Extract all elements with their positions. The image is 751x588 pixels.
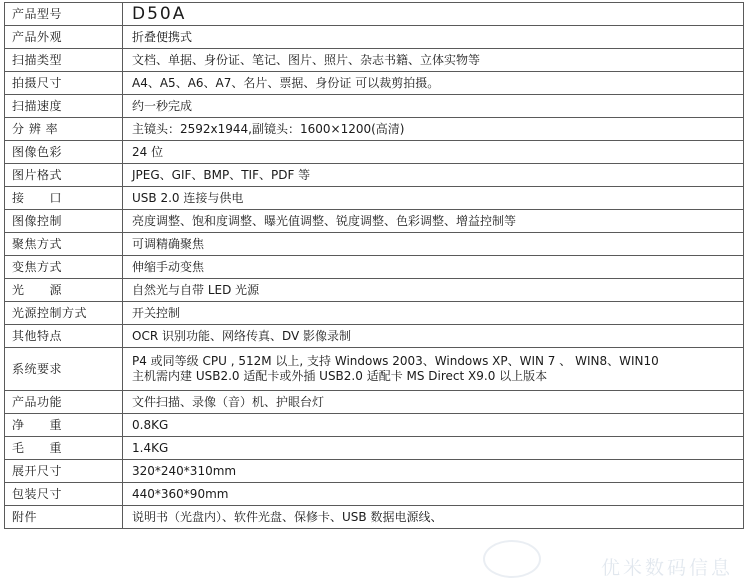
row-label-accessories: 附件 (5, 506, 123, 529)
row-value-system-requirements (123, 348, 744, 391)
row-label-scan-speed: 扫描速度 (5, 95, 123, 118)
row-value-scan-speed: 约一秒完成 (123, 95, 744, 118)
table-row (5, 164, 744, 187)
table-row (5, 187, 744, 210)
row-value-image-control: 亮度调整、饱和度调整、曝光值调整、锐度调整、色彩调整、增益控制等 (123, 210, 744, 233)
table-row (5, 460, 744, 483)
table-row (5, 279, 744, 302)
row-label-package-size: 包装尺寸 (5, 483, 123, 506)
row-label-light-source: 光 源 (5, 279, 123, 302)
row-label-product-functions: 产品功能 (5, 391, 123, 414)
spec-table (4, 2, 744, 529)
row-label-focus-mode: 聚焦方式 (5, 233, 123, 256)
row-value-appearance: 折叠便携式 (123, 26, 744, 49)
row-value-product-functions: 文件扫描、录像（音）机、护眼台灯 (123, 391, 744, 414)
table-row (5, 3, 744, 26)
row-label-model: 产品型号 (5, 3, 123, 26)
row-label-net-weight: 净 重 (5, 414, 123, 437)
row-value-color-depth: 24 位 (123, 141, 744, 164)
table-row (5, 483, 744, 506)
row-label-color-depth: 图像色彩 (5, 141, 123, 164)
table-row (5, 141, 744, 164)
table-row (5, 437, 744, 460)
table-row (5, 118, 744, 141)
table-row (5, 348, 744, 391)
row-label-other-features: 其他特点 (5, 325, 123, 348)
row-value-resolution: 主镜头：2592x1944,副镜头：1600×1200(高清) (123, 118, 744, 141)
watermark-text: 优米数码信息 (600, 557, 733, 579)
system-requirements-line-1: P4 或同等级 CPU , 512M 以上, 支持 Windows 2003、Windows XP、WIN 7 、 WIN8、WIN10 (132, 354, 659, 368)
table-row (5, 210, 744, 233)
table-row (5, 391, 744, 414)
row-label-appearance: 产品外观 (5, 26, 123, 49)
row-label-image-control: 图像控制 (5, 210, 123, 233)
row-value-capture-size: A4、A5、A6、A7、名片、票据、身份证 可以裁剪拍摄。 (123, 72, 744, 95)
row-value-model: D50A (123, 3, 744, 26)
row-label-scan-type: 扫描类型 (5, 49, 123, 72)
table-row (5, 506, 744, 529)
table-row (5, 95, 744, 118)
row-value-light-source: 自然光与自带 LED 光源 (123, 279, 744, 302)
row-label-resolution: 分 辨 率 (5, 118, 123, 141)
row-label-zoom-mode: 变焦方式 (5, 256, 123, 279)
row-label-image-format: 图片格式 (5, 164, 123, 187)
row-value-light-control: 开关控制 (123, 302, 744, 325)
table-row (5, 325, 744, 348)
row-value-scan-type: 文档、单据、身份证、笔记、图片、照片、杂志书籍、立体实物等 (123, 49, 744, 72)
row-value-other-features: OCR 识别功能、网络传真、DV 影像录制 (123, 325, 744, 348)
row-label-system-requirements: 系统要求 (5, 348, 123, 391)
row-label-light-control: 光源控制方式 (5, 302, 123, 325)
row-value-unfolded-size: 320*240*310mm (123, 460, 744, 483)
watermark-logo (483, 540, 541, 578)
row-value-gross-weight: 1.4KG (123, 437, 744, 460)
table-row (5, 256, 744, 279)
row-value-package-size: 440*360*90mm (123, 483, 744, 506)
table-row (5, 49, 744, 72)
row-value-zoom-mode: 伸缩手动变焦 (123, 256, 744, 279)
row-label-gross-weight: 毛 重 (5, 437, 123, 460)
system-requirements-line-2: 主机需内建 USB2.0 适配卡或外插 USB2.0 适配卡 MS Direct X9.0 以上版本 (132, 369, 548, 383)
table-row (5, 414, 744, 437)
row-value-image-format: JPEG、GIF、BMP、TIF、PDF 等 (123, 164, 744, 187)
row-value-interface: USB 2.0 连接与供电 (123, 187, 744, 210)
row-label-capture-size: 拍摄尺寸 (5, 72, 123, 95)
table-row (5, 302, 744, 325)
row-label-unfolded-size: 展开尺寸 (5, 460, 123, 483)
table-row (5, 26, 744, 49)
table-row (5, 72, 744, 95)
row-value-focus-mode: 可调精确聚焦 (123, 233, 744, 256)
row-value-accessories: 说明书（光盘内）、软件光盘、保修卡、USB 数据电源线、 (123, 506, 744, 529)
table-row (5, 233, 744, 256)
row-value-net-weight: 0.8KG (123, 414, 744, 437)
row-label-interface: 接 口 (5, 187, 123, 210)
